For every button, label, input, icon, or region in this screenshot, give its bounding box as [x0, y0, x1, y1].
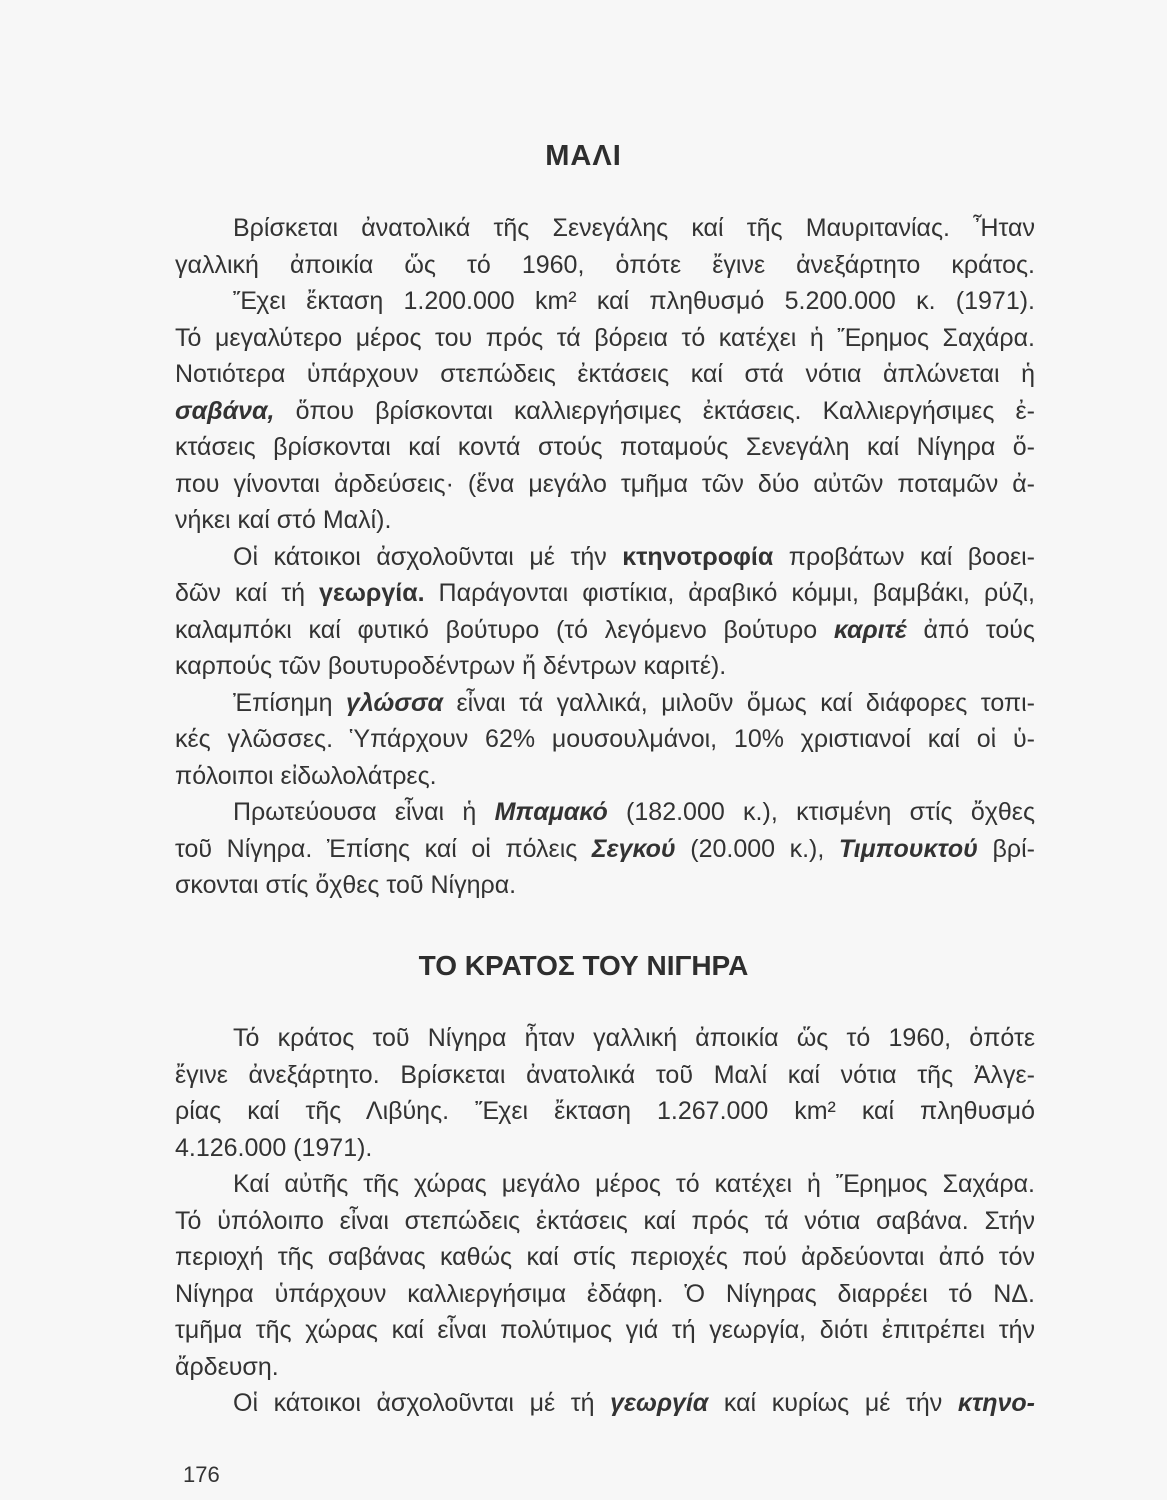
- text-line: περιοχή τῆς σαβάνας καθώς καί στίς περιοχές πού ἀρδεύονται ἀπό τόν: [175, 1243, 1035, 1271]
- text-line: Τό ὑπόλοιπο εἶναι στεπώδεις ἐκτάσεις καί πρός τά νότια σαβάνα. Στήν: [175, 1206, 1035, 1235]
- text-line: Νοτιότερα ὑπάρχουν στεπώδεις ἐκτάσεις καί στά νότια ἁπλώνεται ἡ: [175, 360, 1035, 388]
- text-line: 4.126.000 (1971).: [175, 1133, 373, 1162]
- text-line: σαβάνα, ὅπου βρίσκονται καλλιεργήσιμες ἐκτάσεις. Καλλιεργήσιμες ἐ-: [175, 396, 1035, 425]
- emphasis-term: Μπαμακό: [494, 798, 608, 826]
- text-line: Νίγηρα ὑπάρχουν καλλιεργήσιμα ἐδάφη. Ὁ Νίγηρας διαρρέει τό ΝΔ.: [175, 1279, 1035, 1308]
- emphasis-term: καριτέ: [833, 615, 907, 644]
- text-line: τμῆμα τῆς χώρας καί εἶναι πολύτιμος γιά τή γεωργία, διότι ἐπιτρέπει τήν: [175, 1316, 1035, 1344]
- emphasis-term: κτηνοτροφία: [622, 542, 774, 571]
- text-line: ἔγινε ἀνεξάρτητο. Βρίσκεται ἀνατολικά τοῦ Μαλί καί νότια τῆς Ἀλγε-: [175, 1060, 1035, 1089]
- text-line: κτάσεις βρίσκονται καί κοντά στούς ποταμούς Σενεγάλη καί Νίγηρα ὅ-: [175, 433, 1035, 461]
- text-line: Ἐπίσημη γλώσσα εἶναι τά γαλλικά, μιλοῦν ὅμως καί διάφορες τοπι-: [233, 688, 1036, 717]
- text-line: καρπούς τῶν βουτυροδέντρων ἤ δέντρων καριτέ).: [175, 652, 727, 680]
- text-line: Οἱ κάτοικοι ἀσχολοῦνται μέ τή γεωργία καί κυρίως μέ τήν κτηνο-: [233, 1389, 1035, 1417]
- emphasis-term: γεωργία: [610, 1389, 709, 1417]
- emphasis-term: σαβάνα,: [175, 396, 275, 425]
- text-line: δῶν καί τή γεωργία. Παράγονται φιστίκια, ἀραβικό κόμμι, βαμβάκι, ρύζι,: [175, 579, 1035, 607]
- text-line: Τό μεγαλύτερο μέρος του πρός τά βόρεια τό κατέχει ἡ Ἔρημος Σαχάρα.: [175, 323, 1035, 352]
- text-line: Ἔχει ἔκταση 1.200.000 km² καί πληθυσμό 5.200.000 κ. (1971).: [233, 287, 1035, 315]
- text-line: ἄρδευση.: [175, 1352, 279, 1381]
- emphasis-term: Σεγκού: [591, 834, 676, 863]
- text-line: γαλλική ἀποικία ὥς τό 1960, ὁπότε ἔγινε ἀνεξάρτητο κράτος.: [175, 250, 1035, 279]
- emphasis-term: Τιμπουκτού: [838, 834, 978, 863]
- text-line: που γίνονται ἀρδεύσεις· (ἕνα μεγάλο τμῆμα τῶν δύο αὐτῶν ποταμῶν ἀ-: [175, 469, 1035, 498]
- text-line: Τό κράτος τοῦ Νίγηρα ἦταν γαλλική ἀποικία ὥς τό 1960, ὁπότε: [233, 1024, 1035, 1052]
- text-line: Βρίσκεται ἀνατολικά τῆς Σενεγάλης καί τῆς Μαυριτανίας. Ἦταν: [233, 214, 1035, 242]
- emphasis-term: γλώσσα: [346, 688, 444, 717]
- text-line: νήκει καί στό Μαλί).: [175, 506, 392, 534]
- section-title-mali: ΜΑΛΙ: [545, 140, 622, 172]
- text-line: τοῦ Νίγηρα. Ἐπίσης καί οἱ πόλεις Σεγκού (20.000 κ.), Τιμπουκτού βρί-: [175, 834, 1035, 863]
- text-line: Οἱ κάτοικοι ἀσχολοῦνται μέ τήν κτηνοτροφία προβάτων καί βοοει-: [233, 542, 1036, 571]
- text-line: καλαμπόκι καί φυτικό βούτυρο (τό λεγόμενο βούτυρο καριτέ ἀπό τούς: [175, 615, 1035, 644]
- section-title-niger: ΤΟ ΚΡΑΤΟΣ ΤΟΥ ΝΙΓΗΡΑ: [418, 950, 749, 981]
- text-line: κές γλῶσσες. Ὑπάρχουν 62% μουσουλμάνοι, 10% χριστιανοί καί οἱ ὑ-: [175, 725, 1035, 753]
- emphasis-term: κτηνο-: [957, 1389, 1035, 1417]
- page-number: 176: [183, 1462, 220, 1487]
- section-body-niger: [175, 1020, 1035, 1422]
- text-line: πόλοιποι εἰδωλολάτρες.: [175, 761, 437, 790]
- text-line: σκονται στίς ὄχθες τοῦ Νίγηρα.: [175, 871, 517, 899]
- text-line: Πρωτεύουσα εἶναι ἡ Μπαμακό (182.000 κ.), κτισμένη στίς ὄχθες: [233, 798, 1035, 826]
- text-line: ρίας καί τῆς Λιβύης. Ἔχει ἔκταση 1.267.000 km² καί πληθυσμό: [175, 1097, 1035, 1125]
- emphasis-term: γεωργία.: [319, 579, 425, 607]
- section-body-mali: [175, 210, 1035, 904]
- text-line: Καί αὐτῆς τῆς χώρας μεγάλο μέρος τό κατέχει ἡ Ἔρημος Σαχάρα.: [233, 1170, 1035, 1198]
